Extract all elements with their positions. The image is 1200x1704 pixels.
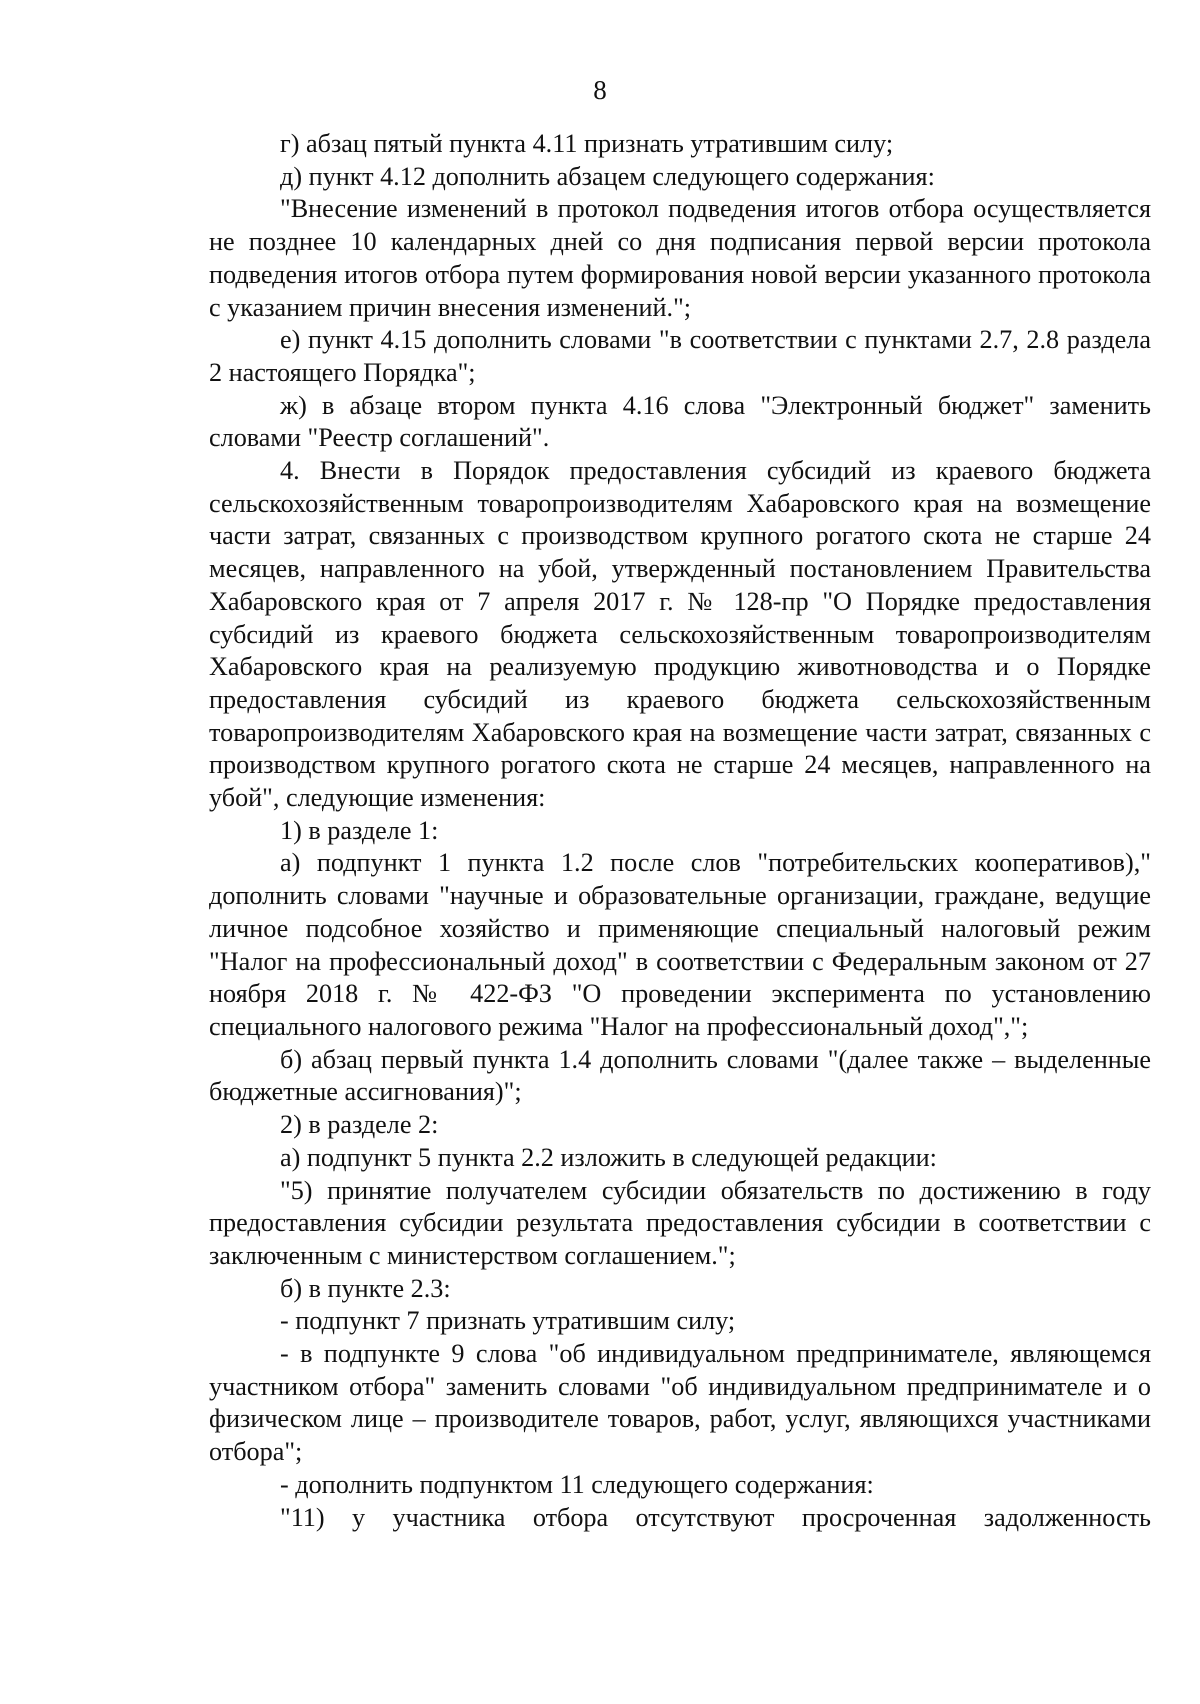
- paragraph-4-12-amendment: д) пункт 4.12 дополнить абзацем следующего содержания:: [280, 161, 935, 191]
- paragraph-2-2-amendment: а) подпункт 5 пункта 2.2 изложить в следующей редакции:: [280, 1142, 937, 1172]
- paragraph-section-1-heading: 1) в разделе 1:: [280, 815, 439, 845]
- paragraph-protocol-changes-quote: "Внесение изменений в протокол подведения итогов отбора осуществляется не позднее 10 календарных дней со дня подписания первой версии протокола подведения итогов отбора путем формирования новой версии указанного протокола с указанием причин внесения изменений.";: [209, 194, 1151, 322]
- paragraph-item-4-main: 4. Внести в Порядок предоставления субсидий из краевого бюджета сельскохозяйственным товаропроизводителям Хабаровского края на возмещение части затрат, связанных с производством крупного рогатого скота не старше 24 месяцев, направленного на убой, утвержденный постановлением Правительства Хабаровского края от 7 апреля 2017 г. № 128-пр "О Порядке предоставления субсидий из краевого бюджета сельскохозяйственным товаропроизводителям Хабаровского края на реализуемую продукцию животноводства и о Порядке предоставления субсидий из краевого бюджета сельскохозяйственным товаропроизводителям Хабаровского края на возмещение части затрат, связанных с производством крупного рогатого скота не старше 24 месяцев, направленного на убой", следующие изменения:: [209, 456, 1151, 813]
- paragraph-4-11-amendment: г) абзац пятый пункта 4.11 признать утратившим силу;: [280, 129, 894, 158]
- paragraph-section-2-heading: 2) в разделе 2:: [280, 1110, 439, 1140]
- paragraph-subitem-11-addition: - дополнить подпунктом 11 следующего содержания:: [280, 1469, 874, 1499]
- paragraph-4-15-amendment: е) пункт 4.15 дополнить словами "в соответствии с пунктами 2.7, 2.8 раздела 2 настоящего Порядка";: [209, 325, 1151, 387]
- paragraph-subitem-9-amendment: - в подпункте 9 слова "об индивидуальном предпринимателе, являющемся участником отбора" заменить словами "об индивидуальном предпринимателе и о физическом лице – производителе товаров, работ, услуг, являющихся участниками отбора";: [209, 1339, 1151, 1467]
- page-number: 8: [593, 75, 607, 105]
- paragraph-subitem-11-quote: "11) у участника отбора отсутствуют просроченная задолженность: [280, 1502, 1151, 1532]
- paragraph-4-16-amendment: ж) в абзаце втором пункта 4.16 слова "Электронный бюджет" заменить словами "Реестр соглашений".: [209, 390, 1151, 453]
- paragraph-1-4-amendment: б) абзац первый пункта 1.4 дополнить словами "(далее также – выделенные бюджетные ассигнования)";: [209, 1044, 1151, 1107]
- paragraph-subitem-7-repeal: - подпункт 7 признать утратившим силу;: [280, 1306, 736, 1336]
- document-body: [209, 128, 1151, 1534]
- paragraph-2-3-heading: б) в пункте 2.3:: [280, 1273, 451, 1303]
- paragraph-subitem-5-quote: "5) принятие получателем субсидии обязательств по достижению в году предоставления субсидии результата предоставления субсидии в соответствии с заключенным с министерством соглашением.";: [209, 1175, 1151, 1270]
- paragraph-1-2-amendment: а) подпункт 1 пункта 1.2 после слов "потребительских кооперативов)," дополнить словами "научные и образовательные организации, граждане, ведущие личное подсобное хозяйство и применяющие специальный налоговый режим "Налог на профессиональный доход" в соответствии с Федеральным законом от 27 ноября 2018 г. № 422-ФЗ "О проведении эксперимента по установлению специального налогового режима "Налог на профессиональный доход",";: [209, 848, 1151, 1041]
